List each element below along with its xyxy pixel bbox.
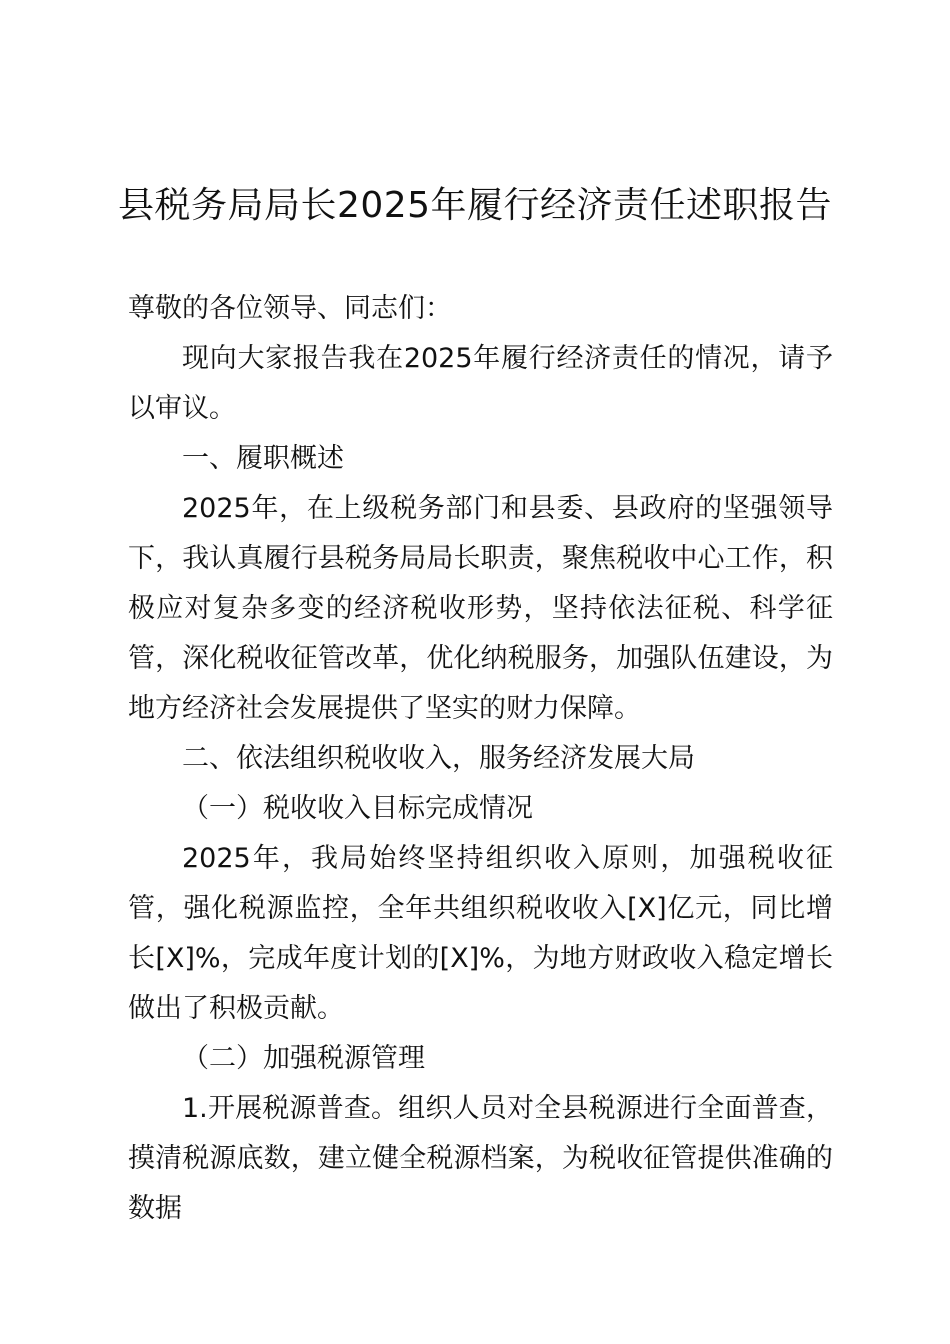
subsection-heading-1: （一）税收收入目标完成情况: [182, 793, 533, 824]
intro-paragraph: 现向大家报告我在2025年履行经济责任的情况，请予以审议。: [128, 343, 833, 424]
section-heading-2: 二、依法组织税收收入，服务经济发展大局: [182, 743, 695, 774]
tax-source-paragraph: 1.开展税源普查。组织人员对全县税源进行全面普查，摸清税源底数，建立健全税源档案，为税收征管提供准确的数据: [128, 1093, 833, 1224]
overview-paragraph: 2025年，在上级税务部门和县委、县政府的坚强领导下，我认真履行县税务局局长职责，聚焦税收中心工作，积极应对复杂多变的经济税收形势，坚持依法征税、科学征管，深化税收征管改革，优化纳税服务，加强队伍建设，为地方经济社会发展提供了坚实的财力保障。: [128, 493, 833, 724]
revenue-paragraph: 2025年，我局始终坚持组织收入原则，加强税收征管，强化税源监控，全年共组织税收收入[X]亿元，同比增长[X]%，完成年度计划的[X]%，为地方财政收入稳定增长做出了积极贡献。: [128, 843, 833, 1024]
section-heading-1: 一、履职概述: [182, 443, 344, 474]
document-title: 县税务局局长2025年履行经济责任述职报告: [117, 185, 833, 226]
subsection-heading-2: （二）加强税源管理: [182, 1043, 425, 1074]
document-body: [128, 284, 833, 1234]
salutation: 尊敬的各位领导、同志们：: [128, 293, 452, 324]
